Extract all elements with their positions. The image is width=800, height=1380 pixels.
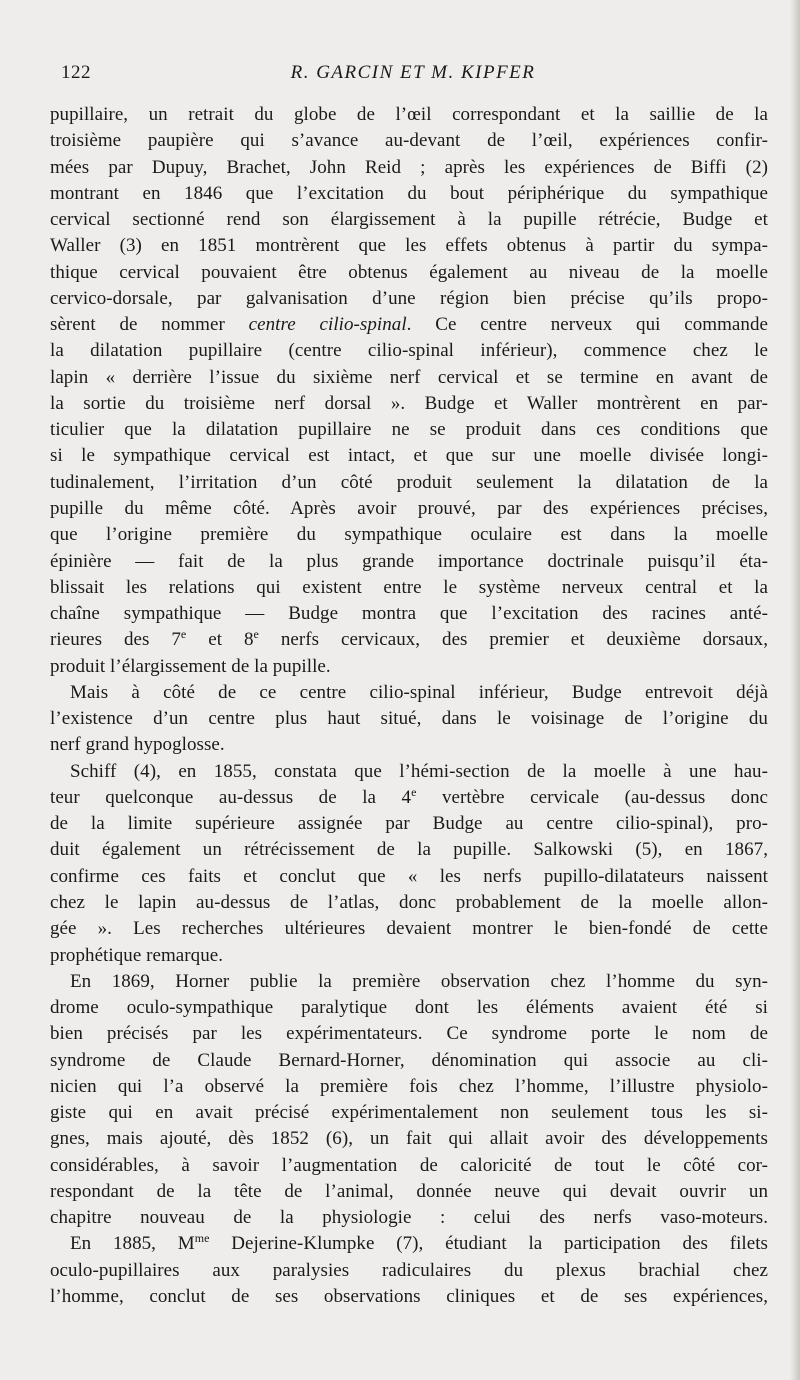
superscript: e [180,627,187,642]
line-text: tudinalement, l’irritation d’un côté produit seulement la dilatation de la [50,471,768,493]
text-line [50,680,768,706]
text-line [50,601,768,627]
line-text: gnes, mais ajouté, dès 1852 (6), un fait qui allait avoir des développements [50,1128,768,1150]
running-title: R. GARCIN ET M. KIPFER [290,62,536,83]
line-text: respondant de la tête de l’animal, donnée neuve qui devait ouvrir un [50,1180,768,1202]
text-line [50,128,768,154]
line-text: prophétique remarque. [50,944,224,966]
line-text: l’existence d’un centre plus haut situé, dans le voisinage de l’origine du [50,708,768,730]
text-line [50,1284,768,1310]
line-text: cervico-dorsale, par galvanisation d’une région bien précise qu’ils propo- [50,287,768,309]
line-text: giste qui en avait précisé expérimentalement non seulement tous les si- [50,1102,768,1124]
line-text: ticulier que la dilatation pupillaire ne se produit dans ces conditions que [50,419,768,441]
text-line [50,312,768,338]
line-text: pupille du même côté. Après avoir prouvé, par des expériences précises, [50,497,768,519]
text-line [50,260,768,286]
line-text: considérables, à savoir l’augmentation de caloricité de tout le côté cor- [50,1154,768,1176]
text-line [50,102,768,128]
text-line [50,522,768,548]
page-number: 122 [61,62,91,83]
line-text: vertèbre cervicale (au-dessus donc [416,786,768,808]
text-line [50,286,768,312]
text-line [50,1231,768,1257]
text-line [50,470,768,496]
line-text: oculo-pupillaires aux paralysies radiculaires du plexus brachial chez [50,1259,768,1281]
line-text: de la limite supérieure assignée par Budge au centre cilio-spinal), pro- [50,813,768,835]
text-line [50,890,768,916]
line-text: sèrent de nommer [50,314,249,336]
italic-term: centre cilio-spinal [248,314,407,336]
line-text: bien précisés par les expérimentateurs. Ce syndrome porte le nom de [50,1023,768,1045]
superscript: e [411,784,417,799]
text-line [50,864,768,890]
line-text: si le sympathique cervical est intact, et que sur une moelle divisée longi- [50,445,768,467]
text-line [50,417,768,443]
text-line [50,1126,768,1152]
text-line [50,549,768,575]
text-line [50,575,768,601]
page-edge-shadow [790,0,800,1380]
text-line [50,706,768,732]
text-line [50,1100,768,1126]
line-text: troisième paupière qui s’avance au-devant de l’œil, expériences confir- [50,130,768,152]
superscript: e [253,627,259,642]
line-text: En 1885, M [70,1233,195,1255]
text-line [50,181,768,207]
text-line [50,155,768,181]
text-line [50,759,768,785]
line-text: Mais à côté de ce centre cilio-spinal inférieur, Budge entrevoit déjà [70,681,768,703]
text-line [50,207,768,233]
text-line [50,391,768,417]
line-text: Schiff (4), en 1855, constata que l’hémi-section de la moelle à une hau- [70,760,768,782]
text-line [50,338,768,364]
line-text: lapin « derrière l’issue du sixième nerf cervical et se termine en avant de [50,366,768,388]
line-text: Dejerine-Klumpke (7), étudiant la participation des filets [209,1233,768,1255]
line-text: la dilatation pupillaire (centre cilio-spinal inférieur), commence chez le [50,340,768,362]
line-text: confirme ces faits et conclut que « les nerfs pupillo-dilatateurs naissent [50,865,768,887]
superscript: me [194,1231,210,1246]
text-line [50,1074,768,1100]
page-header [58,62,768,90]
text-line [50,1258,768,1284]
text-line [50,1179,768,1205]
text-line [50,1021,768,1047]
line-text: chaîne sympathique — Budge montra que l’excitation des racines anté- [50,603,768,625]
line-text: nerfs cervicaux, des premier et deuxième dorsaux, [258,629,768,651]
line-text: nicien qui l’a observé la première fois chez l’homme, l’illustre physiolo- [50,1075,768,1097]
line-text: chez le lapin au-dessus de l’atlas, donc probablement de la moelle allon- [50,891,768,913]
line-text: mées par Dupuy, Brachet, John Reid ; après les expériences de Biffi (2) [50,156,768,178]
text-line [50,233,768,259]
line-text: chapitre nouveau de la physiologie : celui des nerfs vaso-moteurs. [50,1207,768,1229]
line-text: nerf grand hypoglosse. [50,734,225,756]
text-line [50,916,768,942]
line-text: et 8 [186,629,254,651]
line-text: que l’origine première du sympathique oculaire est dans la moelle [50,524,768,546]
text-line [50,785,768,811]
text-line [50,1048,768,1074]
text-line [50,837,768,863]
line-text: produit l’élargissement de la pupille. [50,655,331,677]
line-text: syndrome de Claude Bernard-Horner, dénomination qui associe au cli- [50,1049,768,1071]
text-line [50,732,768,758]
body-text [50,102,768,1310]
line-text: rieures des 7 [50,629,181,651]
text-line [50,496,768,522]
text-line [50,627,768,653]
line-text: la sortie du troisième nerf dorsal ». Budge et Waller montrèrent en par- [50,392,768,414]
line-text: Waller (3) en 1851 montrèrent que les effets obtenus à partir du sympa- [50,235,768,257]
text-line [50,943,768,969]
line-text: l’homme, conclut de ses observations cliniques et de ses expériences, [50,1285,768,1307]
text-line [50,969,768,995]
line-text: montrant en 1846 que l’excitation du bout périphérique du sympathique [50,182,768,204]
line-text: blissait les relations qui existent entre le système nerveux central et la [50,576,768,598]
text-line [50,1205,768,1231]
line-text: thique cervical pouvaient être obtenus également au niveau de la moelle [50,261,768,283]
line-text: En 1869, Horner publie la première observation chez l’homme du syn- [70,970,768,992]
text-line [50,1153,768,1179]
line-text: cervical sectionné rend son élargissement à la pupille rétrécie, Budge et [50,209,768,231]
line-text: . Ce centre nerveux qui commande [406,314,768,336]
line-text: gée ». Les recherches ultérieures devaient montrer le bien-fondé de cette [50,918,768,940]
text-line [50,443,768,469]
line-text: duit également un rétrécissement de la pupille. Salkowski (5), en 1867, [50,839,768,861]
line-text: pupillaire, un retrait du globe de l’œil correspondant et la saillie de la [50,104,768,125]
text-line [50,654,768,680]
line-text: drome oculo-sympathique paralytique dont les éléments avaient été si [50,997,768,1019]
text-line [50,365,768,391]
text-line [50,811,768,837]
line-text: teur quelconque au-dessus de la 4 [50,786,412,808]
line-text: épinière — fait de la plus grande importance doctrinale puisqu’il éta- [50,550,768,572]
text-line [50,995,768,1021]
